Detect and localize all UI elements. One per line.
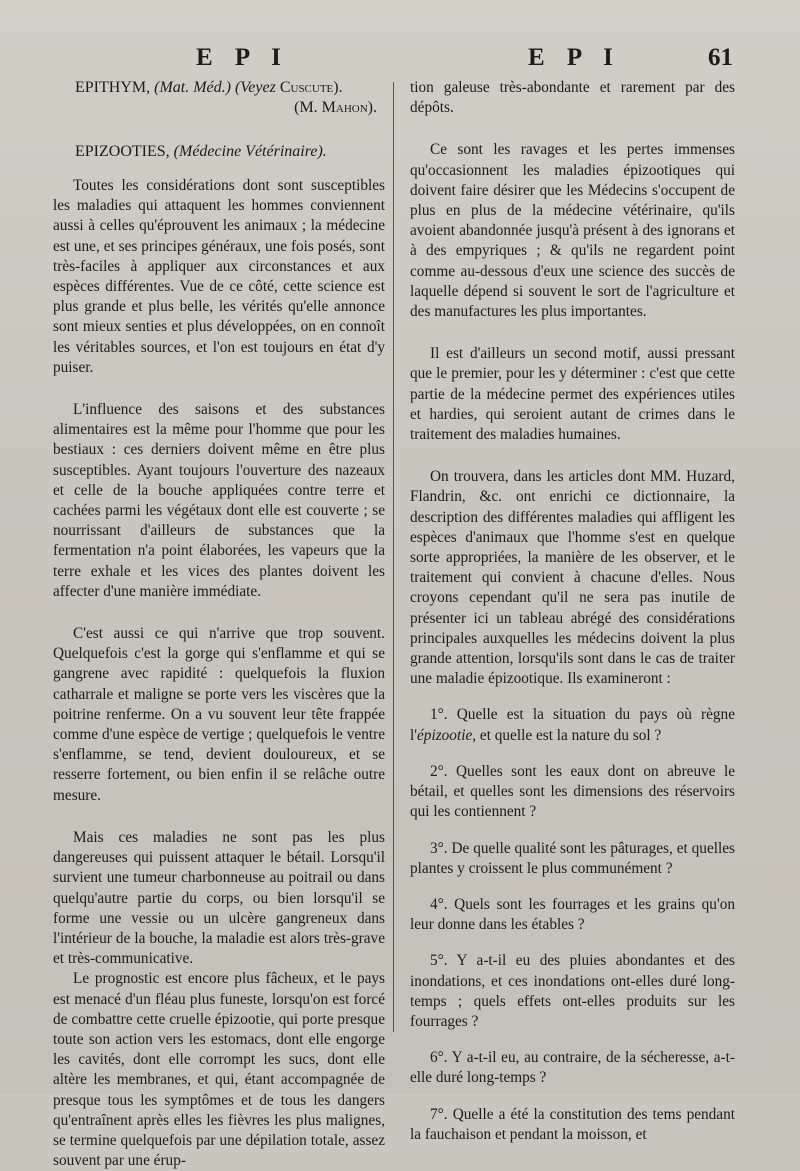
question-7: 7°. Quelle a été la constitution des tems pendant la fauchaison et pendant la moisson, et [410, 1105, 735, 1143]
running-head [0, 44, 800, 74]
paragraph: Le prognostic est encore plus fâcheux, et le pays est menacé d'un fléau plus funeste, lorsqu'on est forcé de combattre cette cruelle épizootie, qui porte presque toute son action vers les estomacs, dont elle engorge les cavités, dont elle corrompt les sucs, dont elle altère les membranes, et qui, étant accompagnée de presque tous les symptômes et de tous les dangers qu'entraînent après elles les fièvres les plus malignes, se termine quelquefois par une dépilation totale, assez souvent par une érup- [53, 970, 385, 1170]
paragraph: Toutes les considérations dont sont susceptibles les maladies qui attaquent les hommes conviennent aussi à celles qu'éprouvent les animaux ; la médecine est une, et ses principes généraux, une fois posés, sont très-faciles à appliquer aux circonstances et aux espèces différentes. Vue de ce côté, cette science est plus grande et plus belle, les vérités qu'elle annonce sont mieux senties et plus développées, on en connoît les véritables sources, et l'on est toujours en état d'y puiser. [53, 177, 385, 376]
paragraph: L'influence des saisons et des substances alimentaires est la même pour l'homme que pour les bestiaux : ces derniers doivent même en être plus susceptibles. Ayant toujours l'ouverture des nazeaux et celle de la bouche appliquées contre terre et cachées parmi les végétaux dont elle est couverte ; se nourrissant d'ailleurs de substances que la fermentation n'a point élaborées, les vapeurs que la terre exhale et les vices des plantes doivent les affecter d'une manière immédiate. [53, 401, 385, 600]
entry-category: (Médecine Vétérinaire). [173, 143, 327, 160]
paragraph: tion galeuse très-abondante et rarement par des dépôts. [410, 79, 735, 117]
running-head-left: E P I [196, 44, 289, 71]
cross-reference: Cuscute [279, 79, 334, 96]
paragraph: Mais ces maladies ne sont pas les plus dangereuses qui puissent attaquer le bétail. Lorsqu'il survient une tumeur charbonneuse au poitrail ou dans quelqu'autre partie du corps, ou bien lorsqu'il se forme une vessie ou un ulcère gangreneux dans l'intérieur de la bouche, la maladie est alors très-grave et très-communicative. [53, 828, 385, 968]
question-text: 1°. Quelle est la situation du pays où règne l' [410, 706, 735, 744]
right-column [410, 78, 735, 1145]
paragraph: Ce sont les ravages et les pertes immenses qu'occasionnent les maladies épizootiques qui doivent faire désirer que les Médecins s'occupent de plus en plus de la médecine vétérinaire, qu'ils avoient abandonnée jusqu'à présent à des ignorans et à des empyriques ; & qu'ils ne regardent point comme au-dessous d'eux une science des succès de laquelle dépend si souvent le sort de l'agriculture et des manufactures les plus importantes. [410, 141, 735, 321]
paragraph: On trouvera, dans les articles dont MM. Huzard, Flandrin, &c. ont enrichi ce dictionnaire, la description des différentes maladies qui affligent les espèces d'animaux que l'homme s'est en quelque sorte appropriées, la manière de les observer, et le traitement qui convient à chacune d'elles. Nous croyons cependant qu'il ne sera pas inutile de présenter ici un tableau abrégé des considérations principales auxquelles les médecins doivent la plus grande attention, lorsqu'ils sont dans le cas de traiter une maladie épizootique. Ils examineront : [410, 468, 735, 688]
question-text: , et quelle est la nature du sol ? [472, 726, 662, 744]
question-4: 4°. Quels sont les fourrages et les grains qu'on leur donne dans les étables ? [410, 895, 735, 934]
question-1 [410, 705, 735, 745]
page-number: 61 [708, 44, 733, 71]
question-term: épizootie [417, 726, 473, 744]
running-head-right: E P I [528, 44, 621, 71]
question-6: 6°. Y a-t-il eu, au contraire, de la sécheresse, a-t-elle duré long-temps ? [410, 1049, 735, 1087]
entry-author: (M. Mahon). [294, 99, 377, 116]
paragraph: Il est d'ailleurs un second motif, aussi pressant que le premier, pour les y déterminer : c'est que cette partie de la médecine permet des expériences utiles et hardies, qui seroient autant de crimes dans le traitement des maladies humaines. [410, 345, 735, 444]
entry-epithym [53, 78, 385, 98]
question-3: 3°. De quelle qualité sont les pâturages, et quelles plantes y croissent le plus communément ? [410, 839, 735, 877]
cross-reference-suffix: ). [333, 79, 343, 96]
entry-headword: EPIZOOTIES, [75, 143, 170, 160]
entry-category: (Mat. Méd.) [154, 79, 231, 96]
entry-headword: EPITHYM, [75, 79, 151, 96]
entry-epizooties [53, 142, 385, 162]
column-divider [393, 82, 394, 1032]
question-2: 2°. Quelles sont les eaux dont on abreuve le bétail, et quelles sont les dimensions des réservoirs qui les contiennent ? [410, 762, 735, 821]
question-5: 5°. Y a-t-il eu des pluies abondantes et des inondations, et ces inondations ont-elles duré long-temps ; quels effets ont-elles produits sur les fourrages ? [410, 952, 735, 1030]
cross-reference-prefix: (Veyez [234, 79, 276, 96]
left-column [53, 78, 385, 1171]
paragraph: C'est aussi ce qui n'arrive que trop souvent. Quelquefois c'est la gorge qui s'enflamme et qui se gangrene avec rapidité : quelquefois la fluxion catharrale et maligne se porte vers les viscères que la poitrine renferme. On a vu souvent leur tête frappée comme d'une espèce de vertige ; quelquefois le ventre s'enflamme, se tend, devient douloureux, et se resserre fortement, ou bien enfin il se relâche outre mesure. [53, 625, 385, 804]
